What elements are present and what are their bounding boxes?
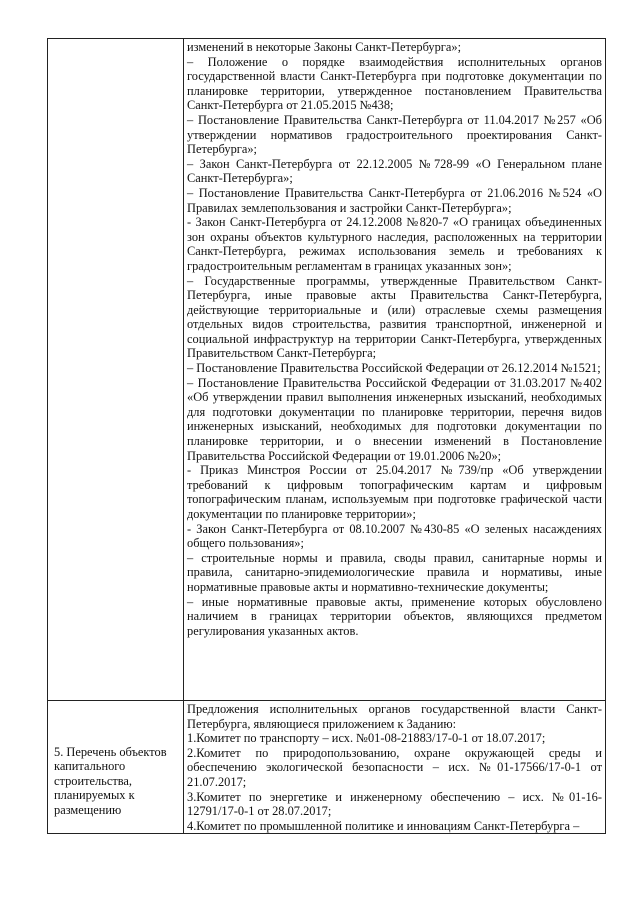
list-item: изменений в некоторые Законы Санкт-Петербурга»; [187,40,462,54]
list-item: Предложения исполнительных органов государственной власти Санкт-Петербурга, являющиеся приложением к Заданию: [187,702,602,731]
table-row [48,39,606,701]
row-content-cell [184,39,606,701]
list-item: 2.Комитет по природопользованию, охране окружающей среды и обеспечению экологической безопасности – исх. №01-17566/17-0-1 от 21.07.2017; [187,745,602,789]
list-item: – Постановление Правительства Российской Федерации от 31.03.2017 №402 «Об утверждении правил выполнения инженерных изысканий, необходимых для подготовки документации по планировке территории, перечня видов инженерных изысканий, необходимых для подготовки документации по планировке территории, и о внесении изменений в Постановление Правительства Российской Федерации от 19.01.2006 №20»; [187,375,602,463]
list-item: – строительные нормы и правила, своды правил, санитарные нормы и правила, санитарно-эпидемиологические правила и нормативы, иные нормативные правовые акты и нормативно-технические документы; [187,550,602,594]
list-item: – Постановление Правительства Санкт-Петербурга от 11.04.2017 №257 «Об утверждении нормативов градостроительного проектирования Санкт-Петербурга»; [187,112,602,157]
list-item: - Приказ Минстроя России от 25.04.2017 №739/пр «Об утверждении требований к цифровым топографическим картам и цифровым топографическим планам, используемым при подготовке графической части документации по планировке территории»; [187,463,602,521]
table-row [48,701,606,834]
list-item: – Закон Санкт-Петербурга от 22.12.2005 №728-99 «О Генеральном плане Санкт-Петербурга»; [187,156,602,186]
list-item: – иные нормативные правовые акты, применение которых обусловлено наличием в границах территории объектов, являющихся предметом регулирования указанных актов. [187,594,602,638]
list-item: - Закон Санкт-Петербурга от 08.10.2007 №430-85 «О зеленых насаждениях общего пользования»; [187,521,602,551]
row-label-cell [48,39,184,701]
document-table [47,38,606,834]
list-item: – Положение о порядке взаимодействия исполнительных органов государственной власти Санкт-Петербурга при подготовке документации по планировке территории, утвержденное постановлением Правительства Санкт-Петербурга от 21.05.2015 №438; [187,54,602,113]
list-item: - Закон Санкт-Петербурга от 24.12.2008 №820-7 «О границах объединенных зон охраны объектов культурного наследия, расположенных на территории Санкт-Петербурга, режимах использования земель и требованиях к градостроительным регламентам в границах указанных зон»; [187,215,602,273]
list-item: – Постановление Правительства Санкт-Петербурга от 21.06.2016 №524 «О Правилах землепользования и застройки Санкт-Петербурга»; [187,185,602,215]
row-label: 5. Перечень объектов капитального строительства, планируемых к размещению [54,744,167,818]
list-item: – Государственные программы, утвержденные Правительством Санкт-Петербурга, иные правовые акты Правительства Санкт-Петербурга, действующие территориальные и (или) отраслевые схемы размещения отдельных видов строительства, развития транспортной, инженерной и социальной инфраструктур на территории Санкт-Петербурга, утвержденных Правительством Санкт-Петербурга; [187,273,602,361]
list-item: 3.Комитет по энергетике и инженерному обеспечению – исх. №01-16-12791/17-0-1 от 28.07.2017; [187,789,602,819]
list-item: 4.Комитет по промышленной политике и инновациям Санкт-Петербурга – [187,818,580,833]
row-content-cell [184,701,606,834]
list-item: 1.Комитет по транспорту – исх. №01-08-21883/17-0-1 от 18.07.2017; [187,731,546,746]
row-label-cell [48,701,184,834]
list-item: – Постановление Правительства Российской Федерации от 26.12.2014 №1521; [187,361,601,376]
